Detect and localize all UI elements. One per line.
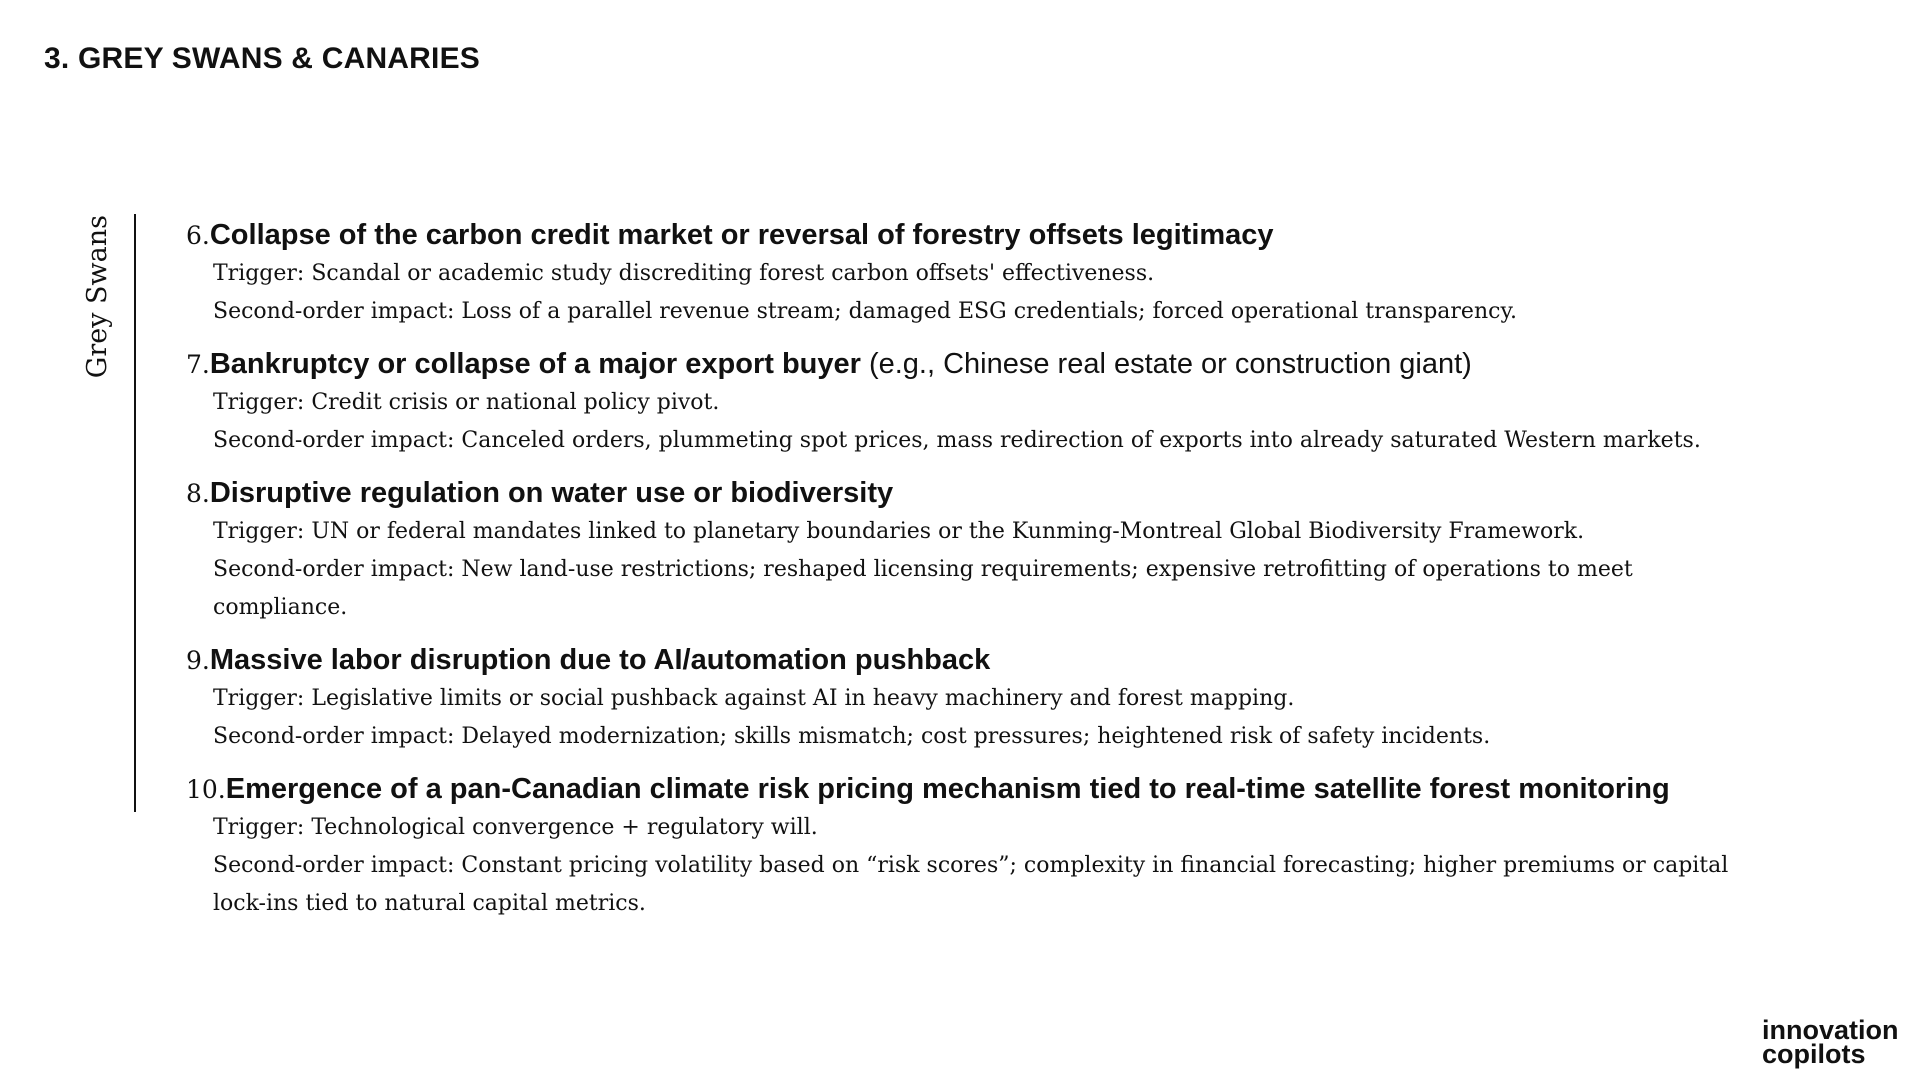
item-impact: Second-order impact: Delayed modernization; skills mismatch; cost pressures; heightened risk of safety incidents. <box>213 724 1491 749</box>
item-trigger: Trigger: Legislative limits or social pushback against AI in heavy machinery and forest mapping. <box>213 686 1295 711</box>
section-divider <box>134 214 136 812</box>
item-title: Collapse of the carbon credit market or reversal of forestry offsets legitimacy <box>209 219 1274 251</box>
item-heading <box>186 216 1826 255</box>
list-item <box>186 216 1826 331</box>
item-title: Emergence of a pan-Canadian climate risk pricing mechanism tied to real-time satellite forest monitoring <box>225 773 1670 805</box>
list-item <box>186 474 1826 627</box>
item-heading <box>186 770 1826 809</box>
grey-swan-list <box>186 216 1826 937</box>
item-trigger: Trigger: Credit crisis or national policy pivot. <box>213 390 720 415</box>
item-impact: Second-order impact: Constant pricing volatility based on “risk scores”; complexity in financial forecasting; higher premiums or capital lock-ins tied to natural capital metrics. <box>213 853 1729 916</box>
item-number: 8. <box>186 479 210 508</box>
item-title-extra: (e.g., Chinese real estate or construction giant) <box>868 348 1472 380</box>
list-item <box>186 770 1826 923</box>
item-number: 9. <box>186 646 210 675</box>
item-title: Disruptive regulation on water use or biodiversity <box>209 477 894 509</box>
item-impact: Second-order impact: New land-use restrictions; reshaped licensing requirements; expensive retrofitting of operations to meet compliance. <box>213 557 1633 620</box>
section-label: Grey Swans <box>82 215 113 379</box>
item-trigger: Trigger: Scandal or academic study discrediting forest carbon offsets' effectiveness. <box>213 261 1155 286</box>
logo-line-1: innovation <box>1762 1015 1899 1045</box>
item-impact: Second-order impact: Canceled orders, plummeting spot prices, mass redirection of exports into already saturated Western markets. <box>213 428 1701 453</box>
item-heading <box>186 641 1826 680</box>
item-title: Massive labor disruption due to AI/automation pushback <box>209 644 991 676</box>
item-heading <box>186 474 1826 513</box>
list-item <box>186 345 1826 460</box>
list-item <box>186 641 1826 756</box>
slide-title: 3. GREY SWANS & CANARIES <box>44 42 480 75</box>
item-trigger: Trigger: Technological convergence + regulatory will. <box>213 815 818 840</box>
item-trigger: Trigger: UN or federal mandates linked to planetary boundaries or the Kunming-Montreal Global Biodiversity Framework. <box>213 519 1585 544</box>
item-impact: Second-order impact: Loss of a parallel revenue stream; damaged ESG credentials; forced operational transparency. <box>213 299 1517 324</box>
item-number: 10. <box>186 775 226 804</box>
logo-line-2: copilots <box>1762 1039 1866 1069</box>
item-number: 6. <box>186 221 210 250</box>
item-heading <box>186 345 1826 384</box>
item-title: Bankruptcy or collapse of a major export buyer <box>209 348 861 380</box>
innovation-copilots-logo <box>1762 1015 1899 1069</box>
item-number: 7. <box>186 350 210 379</box>
